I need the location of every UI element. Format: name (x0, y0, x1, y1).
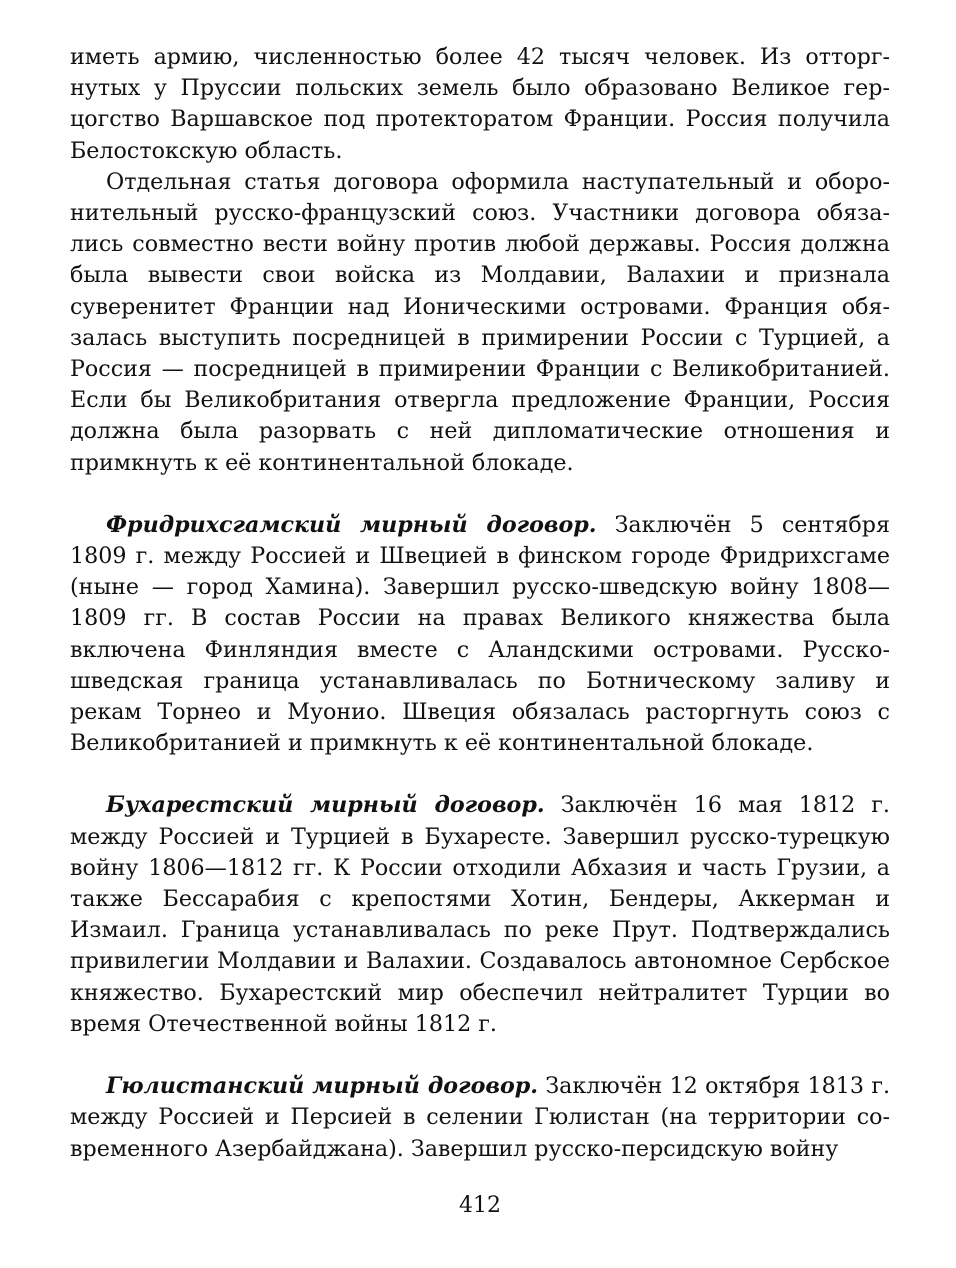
paragraph-text: Заключён 12 октября 1813 г. между Россией и Персией в селении Гюлистан (на территории современного Азербайджана). Завершил русско-персидскую войну (70, 1073, 890, 1162)
paragraph-fredrikshamn-treaty (70, 510, 890, 760)
paragraph-text: иметь армию, численностью более 42 тысяч человек. Из отторгнутых у Пруссии польских земель было образовано Великое герцогство Варшавское под протекторатом Франции. Россия получила Белостокскую область. (70, 44, 890, 164)
paragraph-text: Заключён 16 мая 1812 г. между Россией и Турцией в Бухаресте. Завершил русско-турецкую войну 1806—1812 гг. К России отходили Абхазия и часть Грузии, а также Бессарабия с крепостями Хотин, Бендеры, Аккерман и Измаил. Граница устанавливалась по реке Прут. Подтверждались привилегии Молдавии и Валахии. Создавалось автономное Сербское княжество. Бухарестский мир обеспечил нейтралитет Турции во время Отечественной войны 1812 г. (70, 792, 890, 1037)
paragraph-text: Отдельная статья договора оформила наступательный и оборонительный русско-французский союз. Участники договора обязались совместно вести войну против любой державы. Россия должна была вывести свои войска из Молдавии, Валахии и признала суверенитет Франции над Ионическими островами. Франция обязалась выступить посредницей в примирении России с Турцией, а Россия — посредницей в примирении Франции с Великобританией. Если бы Великобритания отвергла предложение Франции, Россия должна была разорвать с ней дипломатические отношения и примкнуть к её континентальной блокаде. (70, 168, 890, 476)
treaty-title: Фридрихсгамский мирный договор. (106, 511, 597, 538)
paragraph-alliance-article (70, 167, 890, 479)
page-number: 412 (459, 1193, 501, 1218)
paragraph-bucharest-treaty (70, 790, 890, 1040)
treaty-title: Гюлистанский мирный договор. (106, 1073, 538, 1100)
paragraph-gulistan-treaty (70, 1071, 890, 1165)
paragraph-army-continuation (70, 42, 890, 167)
book-page (70, 42, 890, 1268)
paragraph-text: Заключён 5 сентября 1809 г. между Россией и Швецией в финском городе Фридрихсгаме (ныне — город Хамина). Завершил русско-шведскую войну 1808—1809 гг. В состав России на правах Великого княжества была включена Финляндия вместе с Аландскими островами. Русско-шведская граница устанавливалась по Ботническому заливу и рекам Торнео и Муонио. Швеция обязалась расторгнуть союз с Великобританией и примкнуть к её континентальной блокаде. (70, 511, 890, 757)
treaty-title: Бухарестский мирный договор. (106, 792, 545, 819)
